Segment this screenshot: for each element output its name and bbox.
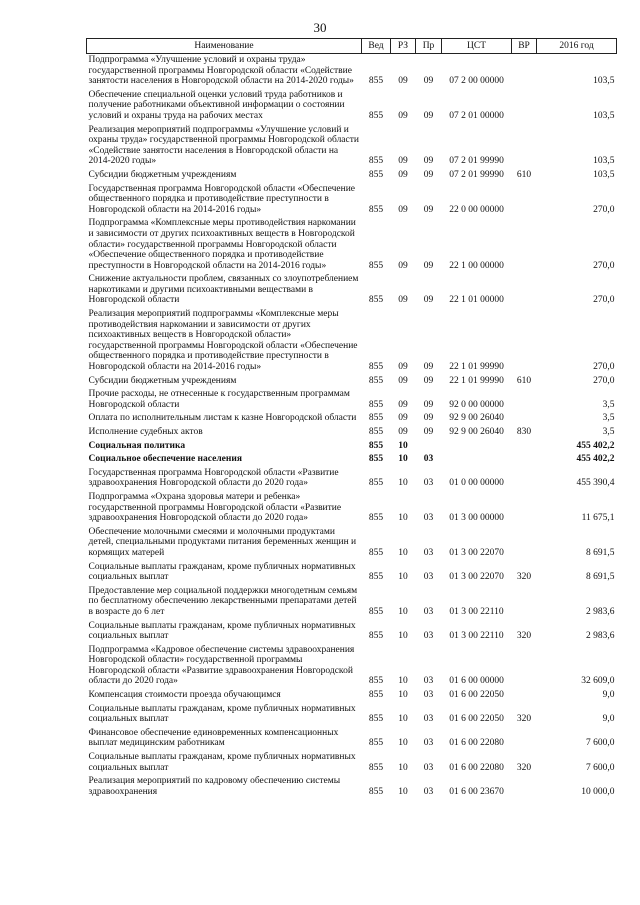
row-vr (512, 775, 537, 799)
row-cst: 92 9 00 26040 (449, 413, 504, 424)
table-row (87, 467, 617, 491)
header-pr: Пр (416, 39, 442, 54)
row-ved: 855 (368, 110, 384, 121)
table-row (87, 440, 617, 454)
row-rz: 09 (398, 413, 408, 424)
row-amount: 270,0 (593, 362, 615, 373)
row-ved: 855 (368, 156, 384, 167)
row-cst: 07 2 00 00000 (449, 76, 504, 87)
table-row (87, 703, 617, 727)
row-vr (512, 124, 537, 169)
row-name: Реализация мероприятий подпрограммы «Комплексные меры противодействия наркомании и зависимости от других психоактивных веществ в Новгородской области» государственной программы Новгородской области «Обеспечение общественного порядка и противодействие преступности в Новгородской области на 2014-2016 годы» (88, 309, 358, 373)
row-pr: 09 (423, 399, 434, 410)
table-row (87, 644, 617, 689)
row-amount: 8 691,5 (586, 547, 615, 558)
row-amount: 103,5 (593, 76, 615, 87)
table-row (87, 620, 617, 644)
row-vr (512, 727, 537, 751)
row-amount: 9,0 (602, 690, 615, 701)
row-cst: 01 6 00 22080 (449, 738, 504, 749)
row-rz: 10 (398, 454, 408, 465)
page-number: 30 (313, 20, 327, 35)
table-row (87, 273, 617, 308)
row-pr: 09 (423, 427, 434, 437)
row-amount: 3,5 (602, 399, 615, 410)
table-row (87, 54, 617, 89)
row-amount: 9,0 (602, 714, 615, 725)
row-rz: 09 (398, 156, 408, 167)
row-rz: 10 (398, 631, 408, 642)
row-cst: 01 0 00 00000 (449, 478, 504, 489)
row-amount: 270,0 (593, 295, 615, 306)
row-vr (512, 217, 537, 273)
row-name: Исполнение судебных актов (88, 427, 203, 437)
header-ved: Вед (362, 39, 391, 54)
row-cst: 01 6 00 00000 (449, 676, 504, 687)
row-name: Социальные выплаты гражданам, кроме публичных нормативных социальных выплат (88, 561, 356, 583)
row-cst (442, 453, 512, 467)
row-ved: 855 (368, 169, 384, 180)
row-amount: 32 609,0 (581, 676, 615, 687)
row-cst: 22 0 00 00000 (449, 204, 504, 215)
header-cst: ЦСТ (442, 39, 512, 54)
row-rz: 10 (398, 572, 408, 583)
row-vr (512, 273, 537, 308)
row-name: Финансовое обеспечение единовременных компенсационных выплат медицинским работникам (88, 727, 339, 749)
row-pr: 09 (423, 110, 434, 121)
row-rz: 10 (398, 738, 408, 749)
header-rz: РЗ (391, 39, 416, 54)
row-pr: 03 (423, 513, 434, 524)
row-amount: 455 402,2 (576, 440, 615, 451)
row-amount: 455 402,2 (576, 454, 615, 465)
row-amount: 270,0 (593, 375, 615, 386)
row-amount: 2 983,6 (586, 631, 615, 642)
row-name: Оплата по исполнительным листам к казне Новгородской области (88, 413, 357, 424)
table-row (87, 751, 617, 775)
row-cst: 01 6 00 23670 (449, 786, 504, 797)
row-cst: 22 1 00 00000 (449, 260, 504, 271)
header-name: Наименование (87, 39, 362, 54)
row-rz: 10 (398, 714, 408, 725)
row-ved: 855 (368, 362, 384, 373)
table-row (87, 526, 617, 561)
row-vr (512, 491, 537, 526)
row-ved: 855 (368, 606, 384, 617)
row-cst: 92 0 00 00000 (449, 399, 504, 410)
row-vr (512, 585, 537, 620)
row-rz: 09 (398, 76, 408, 87)
row-name: Государственная программа Новгородской области «Обеспечение общественного порядка и противодействие преступности в Новгородской области на 2014-2016 годы» (88, 183, 356, 215)
row-pr: 03 (423, 547, 434, 558)
row-name: Подпрограмма «Кадровое обеспечение системы здравоохранения Новгородской области» государственной программы Новгородской области «Развитие здравоохранения Новгородской области до 2020 года» (88, 644, 355, 687)
row-cst: 22 1 01 99990 (449, 362, 504, 373)
row-vr (512, 467, 537, 491)
row-pr: 03 (423, 676, 434, 687)
row-rz: 10 (398, 440, 408, 451)
row-vr (512, 54, 537, 89)
row-vr (512, 388, 537, 412)
row-amount: 11 675,1 (581, 513, 615, 524)
row-rz: 09 (398, 110, 408, 121)
table-row (87, 308, 617, 375)
row-rz: 10 (398, 513, 408, 524)
row-amount: 10 000,0 (581, 786, 615, 797)
row-pr: 03 (423, 762, 434, 773)
row-name: Снижение актуальности проблем, связанных со злоупотреблением наркотиками и другими психоактивными веществами в Новгородской области (88, 274, 359, 306)
row-rz: 09 (398, 399, 408, 410)
row-pr: 09 (423, 413, 434, 424)
row-vr (512, 89, 537, 124)
row-name: Социальное обеспечение населения (88, 454, 242, 465)
row-pr: 09 (423, 295, 434, 306)
budget-table (86, 38, 617, 799)
row-name: Прочие расходы, не отнесенные к государственным программам Новгородской области (88, 389, 350, 410)
row-pr (416, 440, 442, 454)
row-ved: 855 (368, 631, 384, 642)
row-vr: 610 (516, 375, 532, 386)
row-amount: 270,0 (593, 204, 615, 215)
table-row (87, 217, 617, 273)
table-row (87, 183, 617, 218)
row-ved: 855 (368, 676, 384, 687)
row-cst: 07 2 01 00000 (449, 110, 504, 121)
row-vr (512, 308, 537, 375)
row-cst: 07 2 01 99990 (449, 169, 504, 180)
row-amount: 7 600,0 (586, 762, 615, 773)
row-pr: 09 (423, 76, 434, 87)
row-rz: 09 (398, 204, 408, 215)
row-cst: 01 6 00 22050 (449, 690, 504, 701)
row-name: Подпрограмма «Улучшение условий и охраны труда» государственной программы Новгородской области «Содействие занятости населения в Новгородской области на 2014-2020 годы» (88, 55, 354, 87)
row-name: Социальные выплаты гражданам, кроме публичных нормативных социальных выплат (88, 620, 356, 642)
row-ved: 855 (368, 690, 384, 701)
row-rz: 09 (398, 362, 408, 373)
row-name: Реализация мероприятий по кадровому обеспечению системы здравоохранения (88, 776, 341, 797)
row-amount: 455 390,4 (576, 478, 615, 489)
row-rz: 09 (398, 375, 408, 386)
row-cst: 92 9 00 26040 (449, 427, 504, 437)
row-pr: 09 (423, 362, 434, 373)
row-ved: 855 (368, 440, 384, 451)
row-amount: 7 600,0 (586, 738, 615, 749)
row-pr: 09 (423, 260, 434, 271)
row-amount: 3,5 (602, 413, 615, 424)
row-ved: 855 (368, 786, 384, 797)
row-ved: 855 (368, 714, 384, 725)
table-row (87, 727, 617, 751)
row-name: Социальные выплаты гражданам, кроме публичных нормативных социальных выплат (88, 703, 356, 725)
row-vr: 830 (516, 427, 532, 437)
row-name: Субсидии бюджетным учреждениям (88, 375, 237, 386)
row-ved: 855 (368, 204, 384, 215)
row-rz: 10 (398, 478, 408, 489)
row-pr: 09 (423, 156, 434, 167)
row-pr: 03 (423, 606, 434, 617)
row-pr: 09 (423, 204, 434, 215)
row-pr: 03 (423, 738, 434, 749)
row-vr (512, 644, 537, 689)
row-ved: 855 (368, 454, 384, 465)
row-pr: 03 (423, 714, 434, 725)
row-pr: 03 (423, 454, 434, 465)
row-name: Компенсация стоимости проезда обучающимся (88, 690, 281, 701)
row-ved: 855 (368, 738, 384, 749)
row-rz: 10 (398, 786, 408, 797)
row-ved: 855 (368, 375, 384, 386)
row-rz: 09 (398, 427, 408, 437)
row-ved: 855 (368, 427, 384, 437)
row-ved: 855 (368, 399, 384, 410)
row-vr: 610 (516, 169, 532, 180)
row-name: Обеспечение специальной оценки условий труда работников и получение работниками объективной информации о состоянии условий и охраны труда на рабочих местах (88, 89, 345, 121)
table-row (87, 124, 617, 169)
row-vr (512, 412, 537, 426)
row-name: Государственная программа Новгородской области «Развитие здравоохранения Новгородской области до 2020 года» (88, 467, 339, 489)
row-cst: 07 2 01 99990 (449, 156, 504, 167)
row-vr (512, 453, 537, 467)
row-pr: 09 (423, 169, 434, 180)
row-pr: 03 (423, 572, 434, 583)
row-amount: 8 691,5 (586, 572, 615, 583)
table-row (87, 453, 617, 467)
row-pr: 03 (423, 690, 434, 701)
row-ved: 855 (368, 76, 384, 87)
table-row (87, 775, 617, 799)
row-ved: 855 (368, 762, 384, 773)
row-name: Реализация мероприятий подпрограммы «Улучшение условий и охраны труда» государственной программы Новгородской области «Содействие занятости населения в Новгородской области на 2014-2020 годы» (88, 124, 359, 167)
row-amount: 3,5 (602, 427, 615, 437)
row-cst: 01 6 00 22050 (449, 714, 504, 725)
row-vr (512, 689, 537, 703)
row-name: Подпрограмма «Комплексные меры противодействия наркомании и зависимости от других психоактивных веществ в Новгородской области» государственной программы Новгородской области «Обеспечение общественного порядка и противодействие преступности в Новгородской области на 2014-2016 годы» (88, 218, 356, 271)
row-vr (512, 526, 537, 561)
row-name: Социальные выплаты гражданам, кроме публичных нормативных социальных выплат (88, 752, 356, 773)
row-cst: 01 3 00 22070 (449, 572, 504, 583)
row-name: Субсидии бюджетным учреждениям (88, 169, 237, 180)
row-cst: 01 3 00 00000 (449, 513, 504, 524)
row-vr (512, 440, 537, 454)
row-cst: 01 3 00 22110 (449, 606, 504, 617)
row-ved: 855 (368, 572, 384, 583)
row-amount: 270,0 (593, 260, 615, 271)
table-row (87, 426, 617, 440)
row-vr: 320 (516, 631, 532, 642)
row-name: Обеспечение молочными смесями и молочными продуктами детей, специальными продуктами питания беременных женщин и кормящих матерей (88, 526, 357, 558)
row-pr: 09 (423, 375, 434, 386)
table-row (87, 388, 617, 412)
row-ved: 855 (368, 260, 384, 271)
row-name: Предоставление мер социальной поддержки многодетным семьям по бесплатному обеспечению лекарственными препаратами детей в возрасте до 6 лет (88, 585, 358, 617)
row-ved: 855 (368, 513, 384, 524)
row-ved: 855 (368, 295, 384, 306)
table-row (87, 491, 617, 526)
row-vr: 320 (516, 762, 532, 773)
row-rz: 09 (398, 260, 408, 271)
row-cst: 22 1 01 99990 (449, 375, 504, 386)
table-row (87, 585, 617, 620)
table-row (87, 89, 617, 124)
row-cst: 01 6 00 22080 (449, 762, 504, 773)
row-cst: 01 3 00 22110 (449, 631, 504, 642)
row-rz: 10 (398, 606, 408, 617)
table-row (87, 561, 617, 585)
row-ved: 855 (368, 478, 384, 489)
row-ved: 855 (368, 413, 384, 424)
table-row (87, 412, 617, 426)
table-header-row (87, 39, 617, 54)
row-amount: 103,5 (593, 156, 615, 167)
row-ved: 855 (368, 547, 384, 558)
row-rz: 09 (398, 169, 408, 180)
table-row (87, 689, 617, 703)
row-cst: 22 1 01 00000 (449, 295, 504, 306)
row-rz: 10 (398, 690, 408, 701)
table-row (87, 375, 617, 389)
row-cst: 01 3 00 22070 (449, 547, 504, 558)
row-pr: 03 (423, 631, 434, 642)
row-vr (512, 183, 537, 218)
header-amount: 2016 год (537, 39, 617, 54)
row-rz: 10 (398, 547, 408, 558)
table-row (87, 169, 617, 183)
row-name: Социальная политика (88, 440, 186, 451)
row-rz: 09 (398, 295, 408, 306)
row-amount: 2 983,6 (586, 606, 615, 617)
row-pr: 03 (423, 478, 434, 489)
row-rz: 10 (398, 676, 408, 687)
row-pr: 03 (423, 786, 434, 797)
header-vr: ВР (512, 39, 537, 54)
row-rz: 10 (398, 762, 408, 773)
row-cst (442, 440, 512, 454)
row-vr: 320 (516, 714, 532, 725)
row-vr: 320 (516, 572, 532, 583)
row-amount: 103,5 (593, 169, 615, 180)
row-name: Подпрограмма «Охрана здоровья матери и ребенка» государственной программы Новгородской области «Развитие здравоохранения Новгородской области до 2020 года» (88, 491, 342, 524)
row-amount: 103,5 (593, 110, 615, 121)
